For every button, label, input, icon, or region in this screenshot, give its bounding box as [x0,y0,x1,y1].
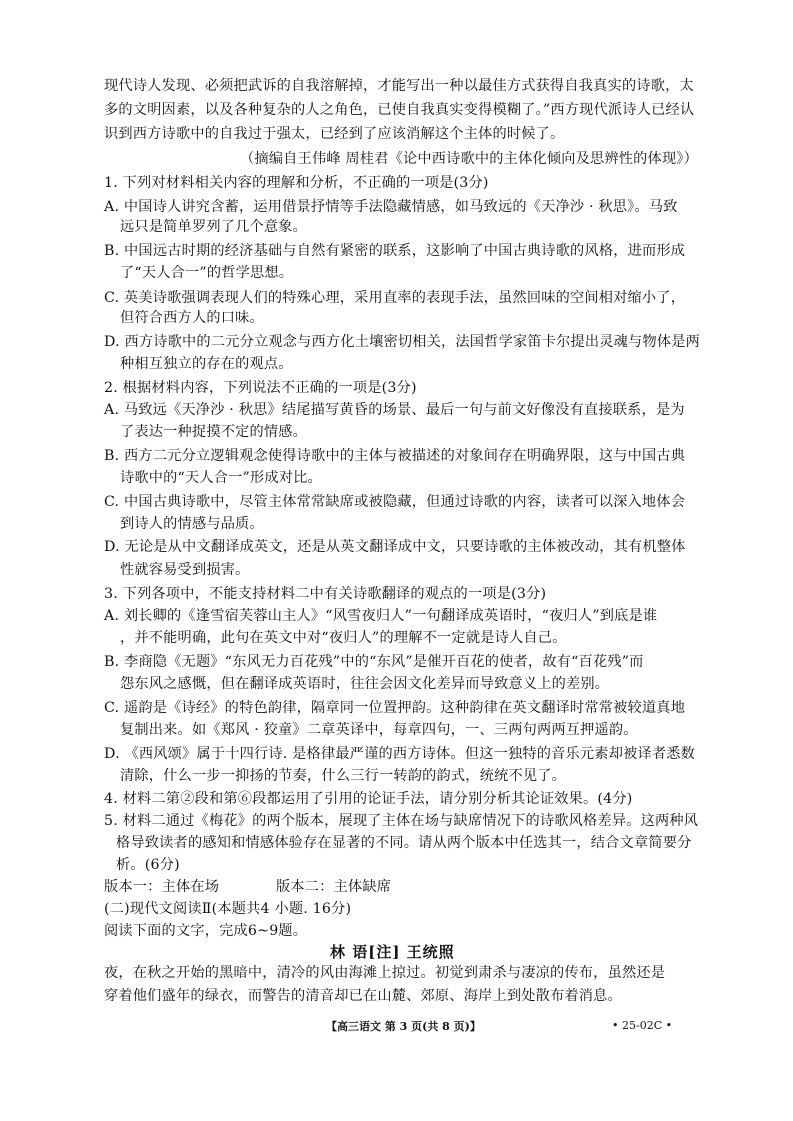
question-3-stem: 3. 下列各项中，不能支持材料二中有关诗歌翻译的观点的一项是(3分) [104,586,547,602]
reading-instruction: 阅读下面的文字，完成6~9题。 [104,923,308,939]
question-3-option-c: C. 遥韵是《诗经》的特色韵律，隔章同一位置押韵。这种韵律在英文翻译时常常被较道真地 [104,700,686,716]
question-1-option-a: A. 中国诗人讲究含蓄，运用借景抒情等手法隐藏情感，如马致远的《天净沙 · 秋思》。马致 [104,199,678,215]
version-two-label: 版本二：主体缺席 [276,879,392,895]
question-5-stem: 5. 材料二通过《梅花》的两个版本，展现了主体在场与缺席情况下的诗歌风格差异。这两种风 [104,813,699,829]
question-3-option-d: D. 《西风颂》属于十四行诗. 是格律最严谨的西方诗体。但这一独特的音乐元素却被译者悉数 [104,746,696,762]
section-heading: (二)现代文阅读Ⅱ(本题共4 小题. 16分) [104,901,352,917]
version-one-label: 版本一：主体在场 [104,879,220,895]
question-2-option-a-cont: 了表达一种捉摸不定的情感。 [120,424,308,440]
passage-line: 多的文明因素，以及各种复杂的人之角色，已使自我真实变得模糊了。”西方现代派诗人已经认 [104,102,695,118]
article-paragraph-line: 穿着他们盛年的绿衣，而警告的清音却已在山麓、郊原、海岸上到处散布着消息。 [104,988,622,1004]
question-3-option-d-cont: 清除，什么一步一抑扬的节奏，什么三行一转韵的韵式，统统不见了。 [120,768,567,784]
question-3-option-c-cont: 复制出来。如《郑风 · 狡童》二章英译中，每章四句，一、三两句两两互押遥韵。 [120,722,638,738]
question-2-option-a: A. 马致远《天净沙 · 秋思》结尾描写黄昏的场景、最后一句与前文好像没有直接联系，是为 [104,402,685,418]
question-2-option-c-cont: 到诗人的情感与品质。 [120,516,264,532]
question-2-option-d: D. 无论是从中文翻译成英文，还是从英文翻译成中文，只要诗歌的主体被改动，其有机整体 [104,539,686,555]
page-code: • 25-02C • [612,1019,673,1032]
question-2-option-b: B. 西方二元分立逻辑观念使得诗歌中的主体与被描述的对象间存在明确界限，这与中国古典 [104,448,686,464]
question-1-option-d-cont: 种相互独立的存在的观点。 [120,356,293,372]
question-1-option-a-cont: 远只是简单罗列了几个意象。 [120,219,308,235]
passage-line: 识到西方诗歌中的自我过于强太，已经到了应该消解这个主体的时候了。 [104,126,565,142]
question-1-option-d: D. 西方诗歌中的二元分立观念与西方化土壤密切相关，法国哲学家笛卡尔提出灵魂与物体是两 [104,334,700,350]
question-1-option-c: C. 英美诗歌强调表现人们的特殊心理，采用直率的表现手法，虽然回味的空间相对缩小了， [104,290,686,306]
page-footer: 【高三语文 第 3 页(共 8 页)】 [326,1020,481,1033]
question-1-stem: 1. 下列对材料相关内容的理解和分析，不正确的一项是(3分) [104,175,489,191]
question-2-option-d-cont: 性就容易受到损害。 [120,562,250,578]
question-3-option-a-cont: ，并不能明确，此句在英文中对“夜归人”的理解不一定就是诗人自己。 [120,630,567,646]
question-5-stem-cont: 析。(6分) [116,857,180,873]
question-2-stem: 2. 根据材料内容，下列说法不正确的一项是(3分) [104,380,417,396]
question-3-option-b: B. 李商隐《无题》“东风无力百花残”中的“东风”是催开百花的使者，故有“百花残”而 [104,654,644,670]
question-4-stem: 4. 材料二第②段和第⑥段都运用了引用的论证手法，请分别分析其论证效果。(4分) [104,791,633,807]
article-title: 林 语[注] 王统照 [330,943,455,961]
article-paragraph-line: 夜，在秋之开始的黑暗中，清冷的风由海滩上掠过。初觉到肃杀与凄凉的传布，虽然还是 [104,965,666,981]
question-1-option-c-cont: 但符合西方人的口味。 [120,310,264,326]
source-citation: （摘编自王伟峰 周桂君《论中西诗歌中的主体化倾向及思辨性的体现》） [240,151,699,167]
question-5-stem-cont: 格导致读者的感知和情感体验存在显著的不同。请从两个版本中任选其一，结合文章简要分 [116,835,692,851]
question-3-option-a: A. 刘长卿的《逢雪宿芙蓉山主人》“风雪夜归人”一句翻译成英语时，“夜归人”到底是谁 [104,608,658,624]
passage-line: 现代诗人发现、必须把武诉的自我溶解掉，才能写出一种以最佳方式获得自我真实的诗歌，太 [104,78,694,94]
question-2-option-c: C. 中国古典诗歌中，尽管主体常常缺席或被隐藏，但通过诗歌的内容，读者可以深入地体会 [104,494,686,510]
question-1-option-b: B. 中国远古时期的经济基础与自然有紧密的联系，这影响了中国古典诗歌的风格，进而形成 [104,243,686,259]
question-2-option-b-cont: 诗歌中的“天人合一”形成对比。 [120,470,322,486]
question-3-option-b-cont: 怨东风之感慨，但在翻译成英语时，往往会因文化差异而导致意义上的差别。 [120,676,610,692]
question-1-option-b-cont: 了“天人合一”的哲学思想。 [120,265,294,281]
